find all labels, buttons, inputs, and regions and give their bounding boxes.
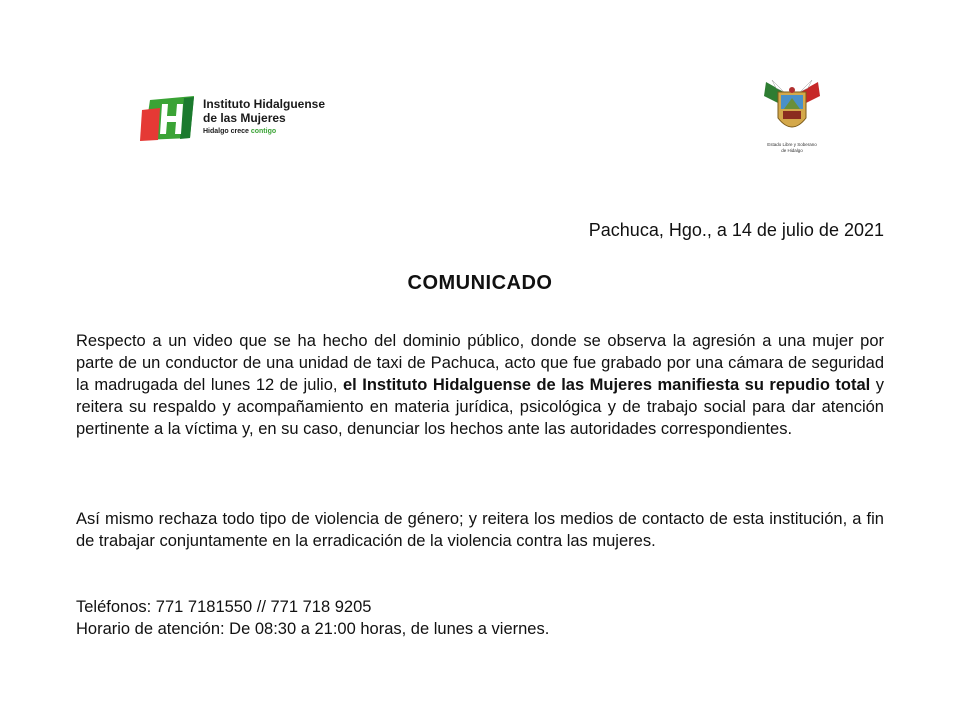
paragraph-2: Así mismo rechaza todo tipo de violencia de género; y reitera los medios de contacto de esta institución, a fin de trabajar conjuntamente en la erradicación de la violencia contra las mujeres. — [76, 510, 884, 550]
seal-caption-line2: de Hidalgo — [781, 148, 803, 153]
logo-name-line2: de las Mujeres — [203, 111, 286, 125]
institute-logo-text — [203, 97, 325, 137]
paragraph-1-bold: el Instituto Hidalguense de las Mujeres manifiesta su repudio total — [342, 376, 871, 394]
place-date: Pachuca, Hgo., a 14 de julio de 2021 — [588, 220, 884, 240]
seal-caption-line1: Estado Libre y Soberano — [767, 142, 817, 147]
institute-logo — [140, 92, 340, 142]
logo-tagline — [203, 127, 325, 137]
document-title: COMUNICADO — [407, 272, 553, 294]
contact-phones: Teléfonos: 771 7181550 // 771 718 9205 — [76, 598, 372, 616]
logo-name-line1: Instituto Hidalguense — [203, 97, 326, 111]
paragraph-1-part1: Respecto a un video que se ha hecho del dominio público, donde se observa la agresión a una mujer por parte de un conductor de una unidad de taxi de Pachuca, acto que fue grabado por una cámara de seguridad la madrugada del lunes 12 de julio, — [76, 332, 884, 394]
state-seal — [752, 78, 832, 158]
contact-info — [76, 596, 549, 640]
logo-tagline-part2: contigo — [250, 128, 277, 135]
paragraph-1-part2: y reitera su respaldo y acompañamiento en materia jurídica, psicológica y de trabajo social para dar atención pertinente a la víctima y, en su caso, denunciar los hechos ante las autoridades correspondientes. — [76, 376, 884, 438]
h-logo-icon — [140, 92, 196, 142]
seal-caption — [752, 142, 832, 154]
logo-tagline-part1: Hidalgo crece — [203, 128, 251, 135]
paragraph-1 — [76, 330, 884, 440]
contact-hours: Horario de atención: De 08:30 a 21:00 horas, de lunes a viernes. — [76, 620, 550, 638]
coat-of-arms-icon — [762, 78, 822, 140]
